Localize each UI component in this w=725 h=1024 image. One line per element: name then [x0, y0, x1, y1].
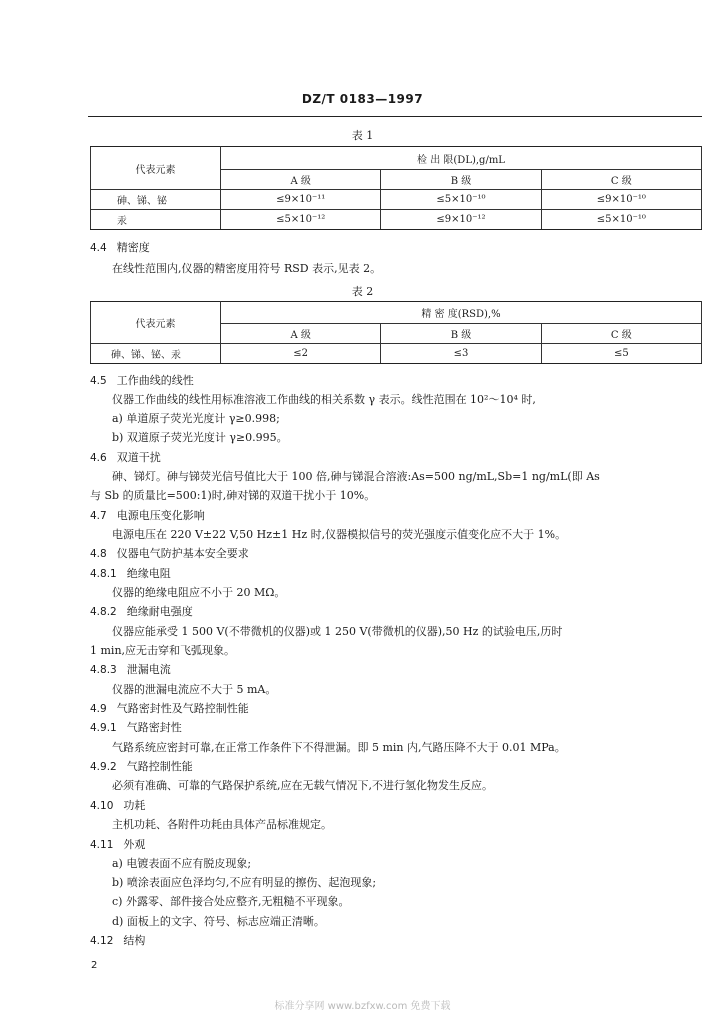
watermark: 标准分享网 www.bzfxw.com 免费下载: [274, 1001, 451, 1012]
table2-element-1: 砷、锑、铋、汞: [91, 344, 221, 364]
section-4-5-heading: 4.5 工作曲线的线性: [90, 374, 194, 387]
section-4-7-text: 电源电压在 220 V±22 V,50 Hz±1 Hz 时,仪器模拟信号的荧光强度示值变化应不大于 1%。: [112, 528, 567, 541]
table-row: [91, 210, 702, 230]
section-4-8-3-text: 仪器的泄漏电流应不大于 5 mA。: [112, 683, 277, 696]
table-cell: ≤9×10⁻¹⁰: [541, 190, 701, 210]
table1-grade-c: C 级: [541, 170, 701, 190]
table1-grade-a: A 级: [221, 170, 381, 190]
table-cell: ≤5×10⁻¹⁰: [541, 210, 701, 230]
section-4-9-1-heading: 4.9.1 气路密封性: [90, 721, 182, 734]
table-row: [91, 344, 702, 364]
section-4-6-line2: 与 Sb 的质量比=500:1)时,砷对锑的双道干扰小于 10%。: [90, 489, 376, 502]
section-4-6-line1: 砷、锑灯。砷与锑荧光信号值比大于 100 倍,砷与锑混合溶液:As=500 ng/mL,Sb=1 ng/mL(即 As: [112, 470, 600, 483]
list-item: a) 电镀表面不应有脱皮现象;: [112, 857, 252, 870]
table-cell: ≤9×10⁻¹¹: [221, 190, 381, 210]
table-cell: ≤5: [541, 344, 701, 364]
section-4-8-1-text: 仪器的绝缘电阻应不小于 20 MΩ。: [112, 586, 286, 599]
section-4-8-heading: 4.8 仪器电气防护基本安全要求: [90, 547, 249, 560]
section-4-8-2-line2: 1 min,应无击穿和飞弧现象。: [90, 644, 236, 657]
table1-group-header: 检 出 限(DL),g/mL: [221, 147, 702, 170]
table2-grade-c: C 级: [541, 324, 701, 344]
section-4-4-heading: 4.4 精密度: [90, 241, 150, 254]
section-4-9-2-heading: 4.9.2 气路控制性能: [90, 760, 193, 773]
page-number: 2: [91, 960, 98, 971]
table2-header-row: [91, 302, 702, 324]
section-4-9-2-text: 必须有准确、可靠的气路保护系统,应在无载气情况下,不进行氢化物发生反应。: [112, 779, 493, 792]
table1-element-2: 汞: [91, 210, 221, 230]
section-4-8-2-heading: 4.8.2 绝缘耐电强度: [90, 605, 193, 618]
table-cell: ≤5×10⁻¹²: [221, 210, 381, 230]
table-cell: ≤3: [381, 344, 541, 364]
table-row: [91, 190, 702, 210]
list-item: c) 外露零、部件接合处应整齐,无粗糙不平现象。: [112, 895, 350, 908]
table-cell: ≤2: [221, 344, 381, 364]
table2-grade-b: B 级: [381, 324, 541, 344]
section-4-8-3-heading: 4.8.3 泄漏电流: [90, 663, 171, 676]
section-4-8-2-line1: 仪器应能承受 1 500 V(不带微机的仪器)或 1 250 V(带微机的仪器),50 Hz 的试验电压,历时: [112, 625, 563, 638]
table1-row-header: 代表元素: [91, 147, 221, 190]
section-4-5-item-b: b) 双道原子荧光光度计 γ≥0.995。: [112, 431, 288, 444]
section-4-8-1-heading: 4.8.1 绝缘电阻: [90, 567, 171, 580]
list-item: b) 喷涂表面应色泽均匀,不应有明显的擦伤、起泡现象;: [112, 876, 377, 889]
section-4-10-heading: 4.10 功耗: [90, 799, 146, 812]
table1-caption: 表 1: [351, 129, 374, 142]
section-4-11-heading: 4.11 外观: [90, 838, 146, 851]
table2-caption: 表 2: [351, 285, 374, 298]
section-4-4-text: 在线性范围内,仪器的精密度用符号 RSD 表示,见表 2。: [112, 262, 382, 275]
section-4-9-heading: 4.9 气路密封性及气路控制性能: [90, 702, 249, 715]
table-cell: ≤5×10⁻¹⁰: [381, 190, 541, 210]
section-4-6-heading: 4.6 双道干扰: [90, 451, 161, 464]
section-4-10-text: 主机功耗、各附件功耗由具体产品标准规定。: [112, 818, 332, 831]
table2-group-header: 精 密 度(RSD),%: [221, 302, 702, 324]
document-code: DZ/T 0183—1997: [301, 92, 424, 106]
section-4-5-item-a: a) 单道原子荧光光度计 γ≥0.998;: [112, 412, 280, 425]
table2-grade-a: A 级: [221, 324, 381, 344]
table1-header-row: [91, 147, 702, 170]
table-cell: ≤9×10⁻¹²: [381, 210, 541, 230]
section-4-12-heading: 4.12 结构: [90, 934, 146, 947]
section-4-5-text: 仪器工作曲线的线性用标准溶液工作曲线的相关系数 γ 表示。线性范围在 10²～10⁴ 时,: [112, 393, 536, 406]
section-4-9-1-text: 气路系统应密封可靠,在正常工作条件下不得泄漏。即 5 min 内,气路压降不大于 0.01 MPa。: [112, 741, 566, 754]
table2: [90, 301, 702, 364]
section-4-7-heading: 4.7 电源电压变化影响: [90, 509, 205, 522]
table2-row-header: 代表元素: [91, 302, 221, 344]
header-rule: [88, 116, 702, 117]
table1-grade-b: B 级: [381, 170, 541, 190]
table1: [90, 146, 702, 230]
table1-element-1: 砷、锑、铋: [91, 190, 221, 210]
list-item: d) 面板上的文字、符号、标志应端正清晰。: [112, 915, 325, 928]
